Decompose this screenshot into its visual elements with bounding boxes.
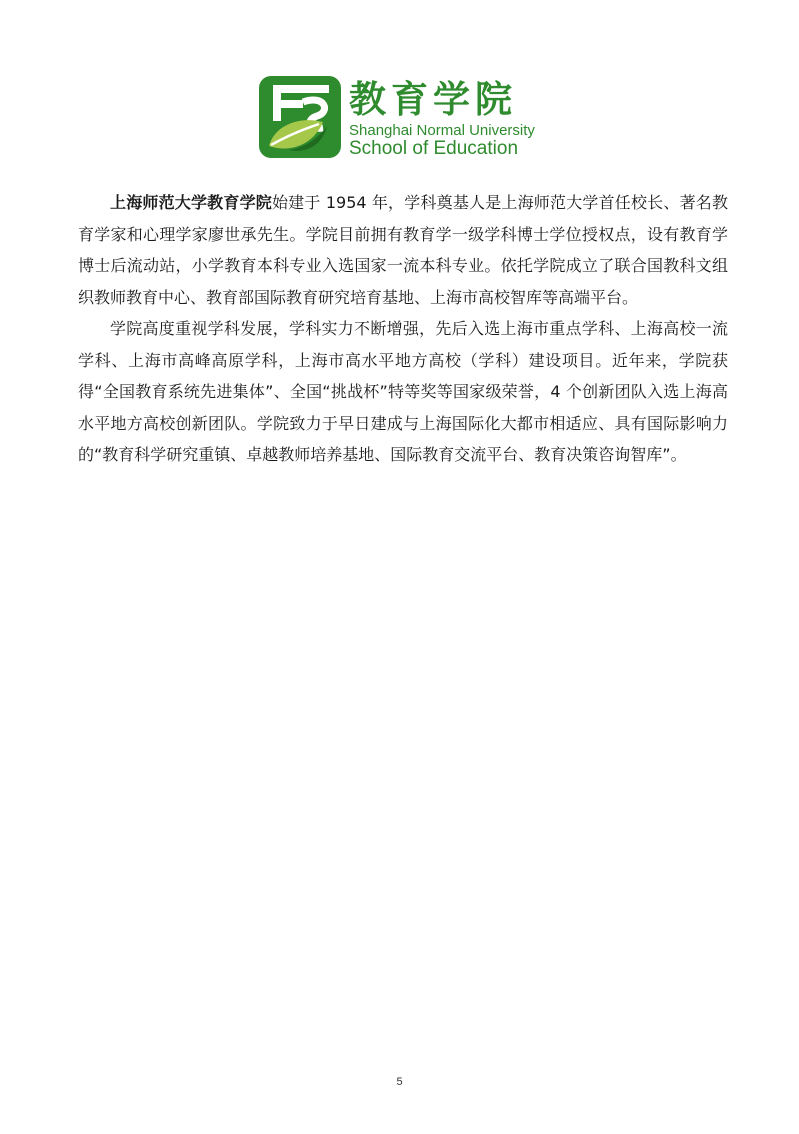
paragraph-2-text: 学院高度重视学科发展，学科实力不断增强，先后入选上海市重点学科、上海高校一流学科、上海市高峰高原学科，上海市高水平地方高校（学科）建设项目。近年来，学院获得“全国教育系统先进集体”、全国“挑战杯”特等奖等国家级荣誉，4 个创新团队入选上海高水平地方高校创新团队。学院致力于早日建成与上海国际化大都市相适应、具有国际影响力的“教育科学研究重镇、卓越教师培养基地、国际教育交流平台、教育决策咨询智库”。 (78, 319, 728, 464)
article-body (78, 187, 728, 471)
es-leaf-emblem-icon (259, 76, 341, 158)
logo-title-chinese: 教育学院 (349, 78, 517, 121)
school-logo (259, 76, 549, 160)
paragraph-discipline (78, 313, 728, 471)
logo-university-name: Shanghai Normal University (349, 122, 535, 139)
paragraph-introduction (78, 187, 728, 313)
page-number: 5 (396, 1076, 403, 1088)
logo-school-name: School of Education (349, 138, 519, 159)
school-name-bold: 上海师范大学教育学院 (110, 193, 272, 212)
paragraph-1-text: 始建于 1954 年，学科奠基人是上海师范大学首任校长、著名教育学家和心理学家廖世承先生。学院目前拥有教育学一级学科博士学位授权点，设有教育学博士后流动站，小学教育本科专业入选国家一流本科专业。依托学院成立了联合国教科文组织教师教育中心、教育部国际教育研究培育基地、上海市高校智库等高端平台。 (78, 193, 728, 307)
